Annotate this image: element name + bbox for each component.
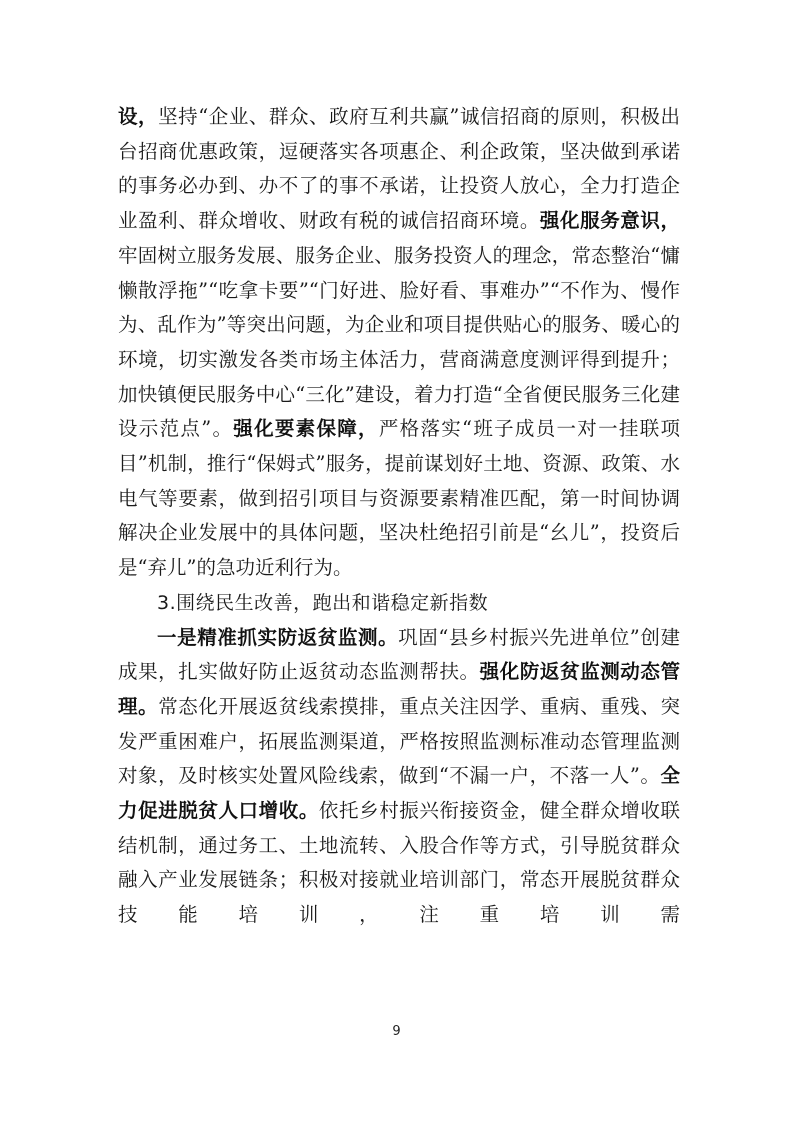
text-run: 依托乡村振兴衔接资金，健全群众增收联结机制，通过务工、土地流转、入股合作等方式，引导脱贫群众融入产业发展链条；积极对接就业培训部门，常态开展脱贫群众技能培训，注重培训需 — [118, 799, 680, 927]
paragraph-poverty-monitoring — [118, 621, 680, 933]
text-run: 严格落实“班子成员一对一挂联项目”机制，推行“保姆式”服务，提前谋划好土地、资源、政策、水电气等要素，做到招引项目与资源要素精准匹配，第一时间协调解决企业发展中的具体问题，坚决杜绝招引前是“幺儿”，投资后是“弃儿”的急功近利行为。 — [118, 417, 680, 580]
paragraph-business-environment — [118, 100, 680, 586]
bold-phrase: 设， — [118, 105, 159, 128]
bold-phrase: 强化防返贫监测动态管理。 — [118, 660, 680, 718]
section-heading: 3.围绕民生改善，跑出和谐稳定新指数 — [157, 591, 489, 614]
text-run: 常态化开展返贫线索摸排，重点关注因学、重病、重残、突发严重困难户，拓展监测渠道，严格按照监测标准动态管理监测对象，及时核实处置风险线索，做到“不漏一户，不落一人”。 — [118, 694, 680, 788]
bold-phrase: 强化服务意识， — [539, 209, 680, 233]
text-run: 巩固“县乡村振兴先进单位”创建成果，扎实做好防止返贫动态监测帮扶。 — [118, 625, 680, 684]
text-run: 坚持“企业、群众、政府互利共赢”诚信招商的原则，积极出台招商优惠政策，逗硬落实各项惠企、利企政策，坚决做到承诺的事务必办到、办不了的事不承诺，让投资人放心，全力打造企业盈利、群众增收、财政有税的诚信招商环境。 — [118, 105, 680, 233]
bold-phrase: 一是精准抓实防返贫监测。 — [157, 625, 399, 649]
bold-phrase: 强化要素保障， — [233, 417, 379, 441]
page-number: 9 — [392, 1024, 401, 1039]
body-text — [118, 100, 680, 933]
bold-phrase: 全力促进脱贫人口增收。 — [118, 764, 680, 823]
text-run: 牢固树立服务发展、服务企业、服务投资人的理念，常态整治“慵懒散浮拖”“吃拿卡要”“门好进、脸好看、事难办”“不作为、慢作为、乱作为”等突出问题，为企业和项目提供贴心的服务、暖心的环境，切实激发各类市场主体活力，营商满意度测评得到提升；加快镇便民服务中心“三化”建设，着力打造“全省便民服务三化建设示范点”。 — [118, 243, 680, 441]
